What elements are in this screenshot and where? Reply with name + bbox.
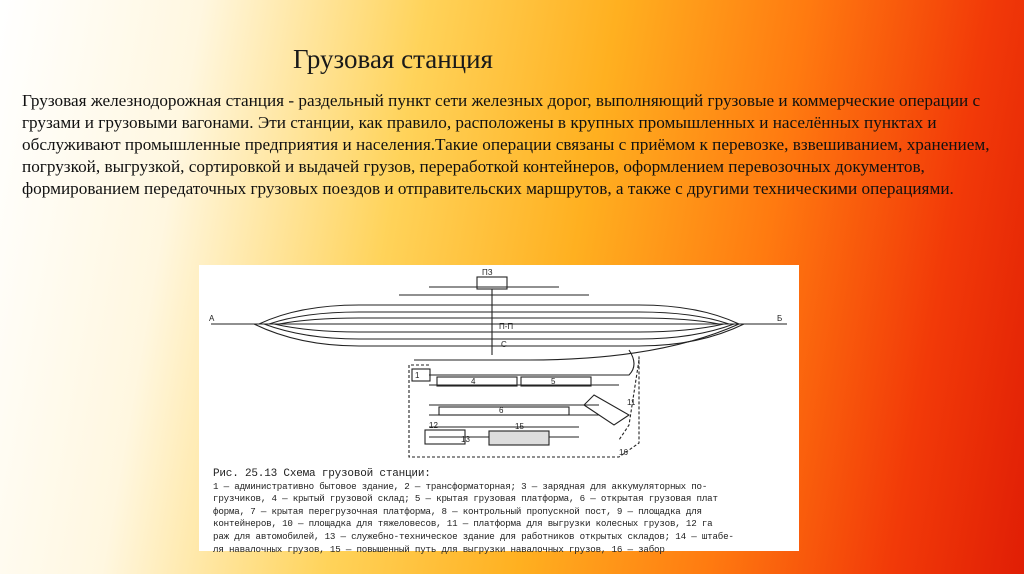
label-16: 16 (619, 448, 628, 457)
label-1: 1 (415, 371, 420, 380)
label-pp: П-П (499, 322, 514, 331)
label-6: 6 (499, 406, 504, 415)
label-15: 15 (515, 422, 524, 431)
platform-6 (439, 407, 569, 415)
label-11: 11 (627, 398, 636, 407)
label-5: 5 (551, 377, 556, 386)
caption-line: форма, 7 — крытая перегрузочная платформа, 8 — контрольный пропускной пост, 9 — площадка для (213, 505, 702, 517)
label-c: С (501, 340, 507, 349)
label-12: 12 (429, 421, 438, 430)
station-scheme-diagram (199, 265, 799, 465)
caption-line: ля навалочных грузов, 15 — повышенный путь для выгрузки навалочных грузов, 16 — забор (213, 543, 665, 555)
slide-body-text: Грузовая железнодорожная станция - раздельный пункт сети железных дорог, выполняющий грузовые и коммерческие операции с грузами и грузовыми вагонами. Эти станции, как правило, расположены в крупных промышленных и населённых пунктах и обслуживают промышленные предприятия и населения.Такие операции связаны с приёмом к перевозке, взвешиванием, хранением, погрузкой, выгрузкой, сортировкой и выдачей грузов, переработкой контейнеров, оформлением перевозочных документов, формированием передаточных грузовых поездов и отправительских маршрутов, а также с другими техническими операциями. (22, 91, 990, 198)
label-4: 4 (471, 377, 476, 386)
figure-caption (213, 468, 788, 556)
caption-title: Рис. 25.13 Схема грузовой станции: (213, 468, 431, 480)
station-scheme-figure (199, 265, 799, 555)
label-13: 13 (461, 435, 470, 444)
label-pz: ПЗ (482, 268, 493, 277)
caption-line: грузчиков, 4 — крытый грузовой склад; 5 — крытая грузовая платформа, 6 — открытая грузовая плат (213, 493, 718, 505)
platform-11 (584, 395, 629, 425)
slide-title: Грузовая станция (293, 44, 493, 74)
caption-line: 1 — административно бытовое здание, 2 — трансформаторная; 3 — зарядная для аккумуляторных по- (213, 480, 708, 492)
label-b: Б (777, 314, 783, 323)
label-a: А (209, 314, 215, 323)
caption-line: контейнеров, 10 — площадка для тяжеловесов, 11 — платформа для выгрузки колесных грузов, 12 га (213, 518, 713, 530)
caption-line: раж для автомобилей, 13 — служебно-техническое здание для работников открытых складов; 14 — штабе- (213, 530, 734, 542)
piles-14 (489, 431, 549, 445)
